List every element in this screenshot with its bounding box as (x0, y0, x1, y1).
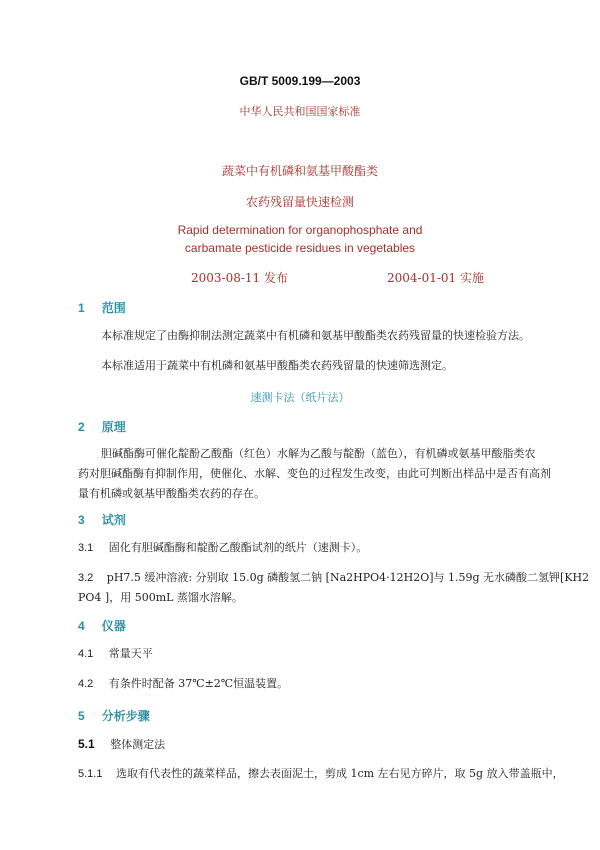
paragraph-line: 药对胆碱酯酶有抑制作用，使催化、水解、变色的过程发生改变，由此可判断出样品中是否有高剂 (78, 467, 551, 480)
item-number: 5.1.1 (78, 768, 103, 780)
title-zh-line2: 农药残留量快速检测 (245, 195, 354, 209)
item-text: 有条件时配备 37℃±2℃恒温装置。 (108, 677, 289, 690)
implement-date: 2004-01-01 实施 (387, 271, 485, 285)
title-en-line2: carbamate pesticide residues in vegetables (184, 241, 416, 255)
item-text: 常量天平 (108, 647, 153, 660)
item-5-1 (78, 734, 165, 755)
item-4-2 (78, 674, 288, 694)
title-zh-line1: 蔬菜中有机磷和氨基甲酸酯类 (221, 164, 378, 178)
paragraph-line: 量有机磷或氨基甲酸酯类农药的存在。 (78, 487, 265, 500)
item-number: 4.2 (78, 678, 94, 690)
section-2-heading (78, 416, 126, 435)
method-title: 速测卡法（纸片法） (250, 391, 350, 404)
section-title: 原理 (101, 420, 126, 434)
section-number: 4 (78, 619, 85, 633)
item-text: 固化有胆碱酯酶和靛酚乙酸酯试剂的纸片（速测卡）。 (108, 541, 368, 554)
item-4-1 (78, 644, 153, 664)
item-number: 4.1 (78, 648, 94, 660)
section-title: 试剂 (101, 513, 126, 527)
paragraph-line: 胆碱酯酶可催化靛酚乙酸酯（红色）水解为乙酸与靛酚（蓝色），有机磷或氨基甲酸脂类农 (101, 447, 536, 460)
section-number: 1 (78, 301, 85, 315)
standard-code: GB/T 5009.199—2003 (239, 74, 361, 88)
item-text: pH7.5 缓冲溶液: 分别取 15.0g 磷酸氢二钠 [Na2HPO4·12H2O]与 1.59g 无水磷酸二氢钾[KH2 (106, 571, 590, 584)
section-number: 2 (78, 420, 85, 434)
section-1-paragraph-2: 本标准适用于蔬菜中有机磷和氨基甲酸酯类农药残留量的快速筛选测定。 (101, 359, 453, 372)
item-5-1-1 (78, 764, 564, 784)
item-number: 3.1 (78, 542, 94, 554)
item-number: 3.2 (78, 572, 94, 584)
item-3-2 (78, 568, 590, 608)
section-4-heading (78, 615, 126, 634)
item-line (78, 568, 590, 588)
item-3-1 (78, 538, 367, 558)
section-3-heading (78, 509, 126, 528)
section-2-paragraph (78, 444, 551, 504)
section-title: 范围 (101, 301, 126, 315)
title-en-line1: Rapid determination for organophosphate and (177, 223, 423, 237)
section-number: 5 (78, 709, 85, 723)
section-1-heading (78, 297, 126, 316)
section-5-heading (78, 705, 150, 724)
section-title: 仪器 (101, 619, 126, 633)
item-line: PO4 ]，用 500mL 蒸馏水溶解。 (78, 591, 243, 604)
section-1-paragraph-1: 本标准规定了由酶抑制法测定蔬菜中有机磷和氨基甲酸酯类农药残留量的快速检验方法。 (101, 329, 530, 342)
section-number: 3 (78, 513, 85, 527)
item-text: 选取有代表性的蔬菜样品，擦去表面泥土，剪成 1cm 左右见方碎片，取 5g 放入带盖瓶中， (115, 767, 564, 780)
item-text: 整体测定法 (110, 738, 166, 751)
section-title: 分析步骤 (101, 709, 150, 723)
national-standard-label: 中华人民共和国国家标准 (239, 105, 361, 118)
item-number: 5.1 (78, 737, 95, 751)
publish-date: 2003-08-11 发布 (191, 271, 289, 285)
